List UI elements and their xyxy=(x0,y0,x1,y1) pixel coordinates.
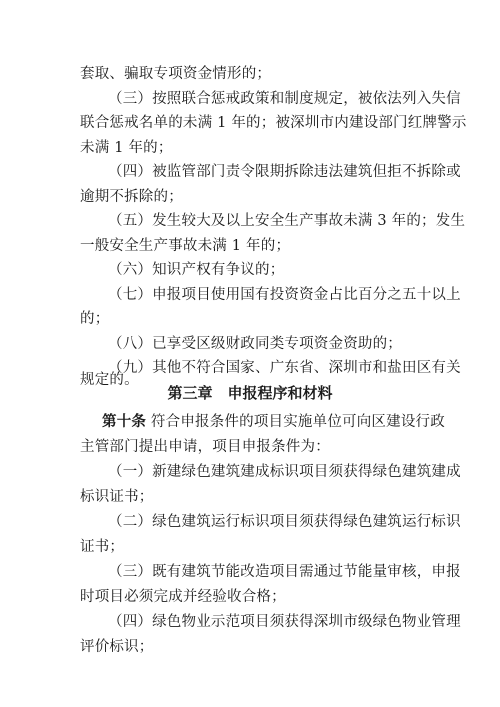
text-line: （九）其他不符合国家、广东省、深圳市和盐田区有关 xyxy=(108,360,461,376)
text-line: 时项目必须完成并经验收合格； xyxy=(80,589,286,605)
text-line: 的； xyxy=(80,311,110,327)
text-line: （四）被监管部门责令限期拆除违法建筑但拒不拆除或 xyxy=(108,164,461,180)
article-label: 第十条 xyxy=(102,414,147,430)
text-line: （一）新建绿色建筑建成标识项目须获得绿色建筑建成 xyxy=(108,464,461,480)
text-line: （四）绿色物业示范项目须获得深圳市级绿色物业管理 xyxy=(108,614,461,630)
text-line: 套取、骗取专项资金情形的； xyxy=(80,66,272,82)
text-line: 规定的。 xyxy=(80,372,139,388)
text-line: （二）绿色建筑运行标识项目须获得绿色建筑运行标识 xyxy=(108,514,461,530)
text-line: （七）申报项目使用国有投资资金占比百分之五十以上 xyxy=(108,287,461,303)
text-line: （八）已享受区级财政同类专项资金资助的； xyxy=(108,336,402,352)
text-line: （五）发生较大及以上安全生产事故未满 3 年的；发生 xyxy=(108,213,466,229)
text-line: 一般安全生产事故未满 1 年的； xyxy=(80,238,291,254)
text-line: 证书； xyxy=(80,539,125,555)
text-line: （三）按照联合惩戒政策和制度规定，被依法列入失信 xyxy=(108,91,461,107)
text-line: 标识证书； xyxy=(80,489,154,505)
text-line: 评价标识； xyxy=(80,639,154,655)
text-line: 主管部门提出申请，项目申报条件为： xyxy=(80,439,330,455)
text-line: 联合惩戒名单的未满 1 年的；被深圳市内建设部门红牌警示 xyxy=(80,115,467,131)
text-line: （六）知识产权有争议的； xyxy=(108,262,285,278)
chapter-heading: 第三章 申报程序和材料 xyxy=(167,384,333,402)
text-line: （三）既有建筑节能改造项目需通过节能量审核，申报 xyxy=(108,564,461,580)
text-line: 逾期不拆除的； xyxy=(80,189,183,205)
text-line: 未满 1 年的； xyxy=(80,140,173,156)
article-10-text: 符合申报条件的项目实施单位可向区建设行政 xyxy=(150,414,445,430)
